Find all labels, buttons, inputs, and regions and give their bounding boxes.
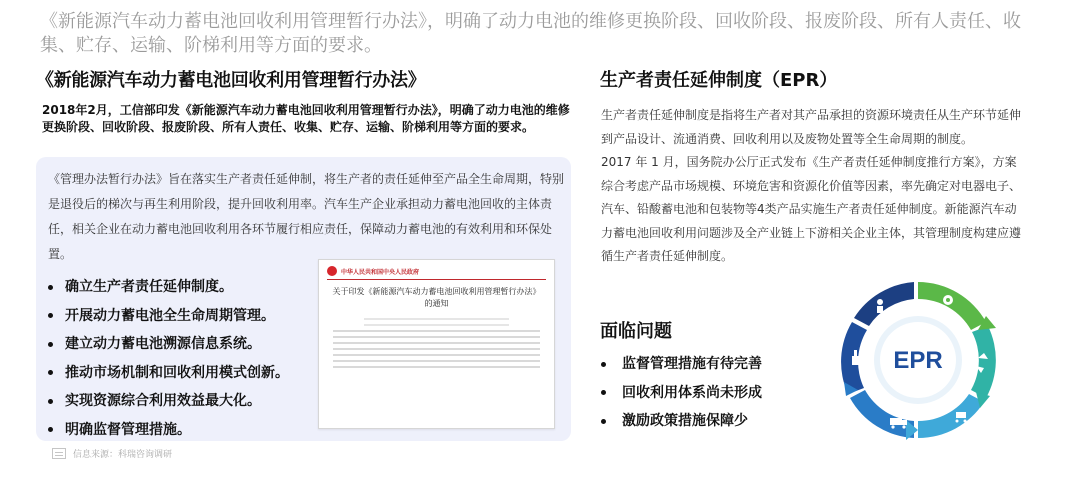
page-headline: 《新能源汽车动力蓄电池回收利用管理暂行办法》，明确了动力电池的维修更换阶段、回收阶段、报废阶段、所有人责任、收集、贮存、运输、阶梯利用等方面的要求。 — [40, 11, 1021, 56]
policy-bullet-list — [48, 273, 289, 444]
bullet-icon — [48, 370, 53, 375]
epr-description — [601, 104, 1026, 269]
source-text: 信息来源：科瑞咨询调研 — [73, 450, 173, 460]
list-item: 确立生产者责任延伸制度。 — [48, 273, 289, 302]
left-lead-paragraph: 2018年2月，工信部印发《新能源汽车动力蓄电池回收利用管理暂行办法》，明确了动力电池的维修更换阶段、回收阶段、报废阶段、所有人责任、收集、贮存、运输、阶梯利用等方面的要求。 — [42, 103, 570, 134]
list-item: 回收利用体系尚未形成 — [601, 379, 762, 408]
document-title: 关于印发《新能源汽车动力蓄电池回收利用管理暂行办法》的通知 — [332, 287, 541, 308]
list-item: 激励政策措施保障少 — [601, 407, 762, 436]
source-note — [52, 447, 172, 460]
document-header — [319, 260, 554, 279]
bullet-icon — [601, 419, 606, 424]
national-emblem-icon — [327, 266, 337, 276]
bullet-icon — [48, 285, 53, 290]
policy-document-screenshot — [318, 259, 555, 429]
list-item: 建立动力蓄电池溯源信息系统。 — [48, 330, 289, 359]
issues-list — [601, 350, 762, 436]
document-site-name: 中华人民共和国中央人民政府 — [341, 268, 420, 276]
source-icon — [52, 448, 66, 459]
panel-paragraph: 《管理办法暂行办法》旨在落实生产者责任延伸制，将生产者的责任延伸至产品全生命周期，特别是退役后的梯次与再生利用阶段，提升回收利用率。汽车生产企业承担动力蓄电池回收的主体责任，相关企业在动力蓄电池回收利用各环节履行相应责任，保障动力蓄电池的有效利用和环保处置。 — [48, 172, 565, 261]
epr-section-title: 生产者责任延伸制度（EPR） — [600, 70, 838, 91]
epr-cycle-graphic — [828, 270, 1008, 450]
list-item: 推动市场机制和回收利用模式创新。 — [48, 359, 289, 388]
issues-title: 面临问题 — [600, 321, 672, 342]
epr-paragraph-1: 生产者责任延伸制度是指将生产者对其产品承担的资源环境责任从生产环节延伸到产品设计、流通消费、回收利用以及废物处置等全生命周期的制度。 — [601, 108, 1022, 146]
bullet-icon — [601, 390, 606, 395]
bullet-icon — [48, 399, 53, 404]
document-body-lines — [319, 314, 554, 376]
person-icon — [877, 299, 883, 313]
bullet-icon — [48, 313, 53, 318]
gear-icon — [943, 295, 953, 305]
epr-paragraph-2: 2017 年 1 月，国务院办公厅正式发布《生产者责任延伸制度推行方案》，方案综合考虑产品市场规模、环境危害和资源化价值等因素，率先确定对电器电子、汽车、铅酸蓄电池和包装物等4类产品实施生产者责任延伸制度。新能源汽车动力蓄电池回收利用问题涉及全产业链上下游相关企业主体，其管理制度构建应遵循生产者责任延伸制度。 — [601, 155, 1022, 263]
policy-summary-panel — [36, 157, 571, 441]
bullet-icon — [48, 342, 53, 347]
list-item: 开展动力蓄电池全生命周期管理。 — [48, 302, 289, 331]
list-item: 实现资源综合利用效益最大化。 — [48, 387, 289, 416]
ring-segment-teal — [971, 326, 996, 398]
list-item: 监督管理措施有待完善 — [601, 350, 762, 379]
list-item: 明确监督管理措施。 — [48, 416, 289, 445]
bullet-icon — [48, 427, 53, 432]
left-section-title: 《新能源汽车动力蓄电池回收利用管理暂行办法》 — [36, 70, 426, 91]
bullet-icon — [601, 362, 606, 367]
epr-label: EPR — [893, 347, 943, 374]
